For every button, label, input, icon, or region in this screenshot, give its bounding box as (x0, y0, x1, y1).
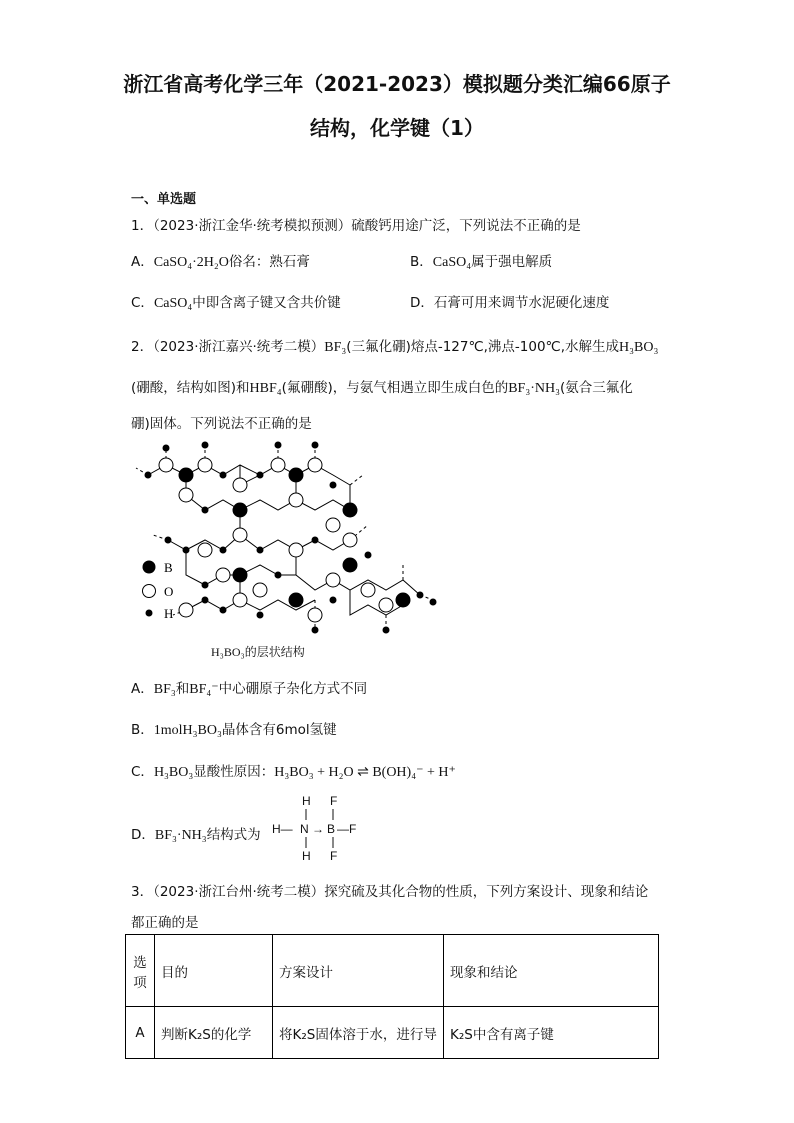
q2-option-c[interactable]: C．H₃BO₃显酸性原因：H₃BO₃ + H₂O ⇌ B(OH)₄⁻ + H⁺ (131, 764, 456, 780)
header-cell-option: 选项 (126, 935, 155, 1007)
q2-option-b[interactable]: B．1molH₃BO₃晶体含有6mol氢键 (131, 722, 337, 738)
structure-lattice (148, 465, 420, 615)
header-cell-design: 方案设计 (273, 935, 444, 1007)
bf3-nh3-structural-formula (270, 792, 370, 864)
cell-option: A (126, 1007, 155, 1059)
q2-option-a[interactable]: A．BF₃和BF₄⁻中心硼原子杂化方式不同 (131, 681, 368, 697)
q3-stem-line-2: 都正确的是 (131, 915, 199, 931)
q1-option-a[interactable]: A．CaSO₄·2H₂O俗名：熟石膏 (131, 254, 310, 270)
q3-options-table (125, 934, 659, 1059)
q3-stem-line-1: 3．（2023·浙江台州·统考二模）探究硫及其化合物的性质，下列方案设计、现象和结论 (131, 884, 649, 900)
header-cell-result: 现象和结论 (444, 935, 659, 1007)
cell-purpose: 判断K₂S的化学 (155, 1007, 273, 1059)
document-title-line-1: 浙江省高考化学三年（2021-2023）模拟题分类汇编66原子 (123, 72, 671, 96)
struct-b: B (327, 822, 336, 836)
q2-stem-line-2: (硼酸，结构如图)和HBF₄(氟硼酸)，与氨气相遇立即生成白色的BF₃·NH₃(氨合三氟化 (131, 380, 633, 396)
legend-hydrogen-label: H (164, 606, 174, 621)
struct-h-top: H (302, 794, 311, 808)
struct-n: N (300, 822, 309, 836)
oxygen-atoms (159, 458, 393, 622)
document-title-line-2: 结构，化学键（1） (310, 116, 484, 140)
struct-f-top: F (330, 794, 338, 808)
header-cell-purpose: 目的 (155, 935, 273, 1007)
struct-h-left: H— (272, 822, 293, 836)
legend-oxygen-label: O (164, 584, 174, 599)
q1-stem: 1．（2023·浙江金华·统考模拟预测）硫酸钙用途广泛，下列说法不正确的是 (131, 218, 581, 234)
figure-legend (143, 560, 174, 621)
struct-f-bottom: F (330, 849, 338, 863)
q2-option-d[interactable]: D．BF₃·NH₃结构式为 (131, 827, 261, 843)
table-row (126, 1007, 659, 1059)
legend-hydrogen-marker (146, 610, 153, 617)
boron-atoms (179, 468, 410, 607)
legend-boron-label: B (164, 560, 173, 575)
struct-dative-arrow: → (312, 822, 324, 836)
legend-oxygen-marker (143, 585, 156, 598)
cell-result: K₂S中含有离子键 (444, 1007, 659, 1059)
cell-design: 将K₂S固体溶于水，进行导 (273, 1007, 444, 1059)
q2-stem-line-1: 2．（2023·浙江嘉兴·统考二模）BF₃(三氟化硼)熔点-127℃,沸点-100℃,水解生成H₃BO₃ (131, 339, 659, 355)
legend-boron-marker (143, 561, 156, 574)
h3bo3-structure-figure (128, 430, 448, 660)
figure-caption: H₃BO₃的层状结构 (211, 645, 305, 659)
q1-option-d[interactable]: D．石膏可用来调节水泥硬化速度 (410, 295, 610, 311)
struct-h-bottom: H (302, 849, 311, 863)
q1-option-b[interactable]: B．CaSO₄属于强电解质 (410, 254, 553, 270)
table-header-row (126, 935, 659, 1007)
section-heading: 一、单选题 (131, 192, 197, 207)
q1-option-c[interactable]: C．CaSO₄中即含离子键又含共价键 (131, 295, 341, 311)
q2-stem-line-3: 硼)固体。下列说法不正确的是 (131, 416, 312, 432)
struct-f-right: —F (337, 822, 357, 836)
